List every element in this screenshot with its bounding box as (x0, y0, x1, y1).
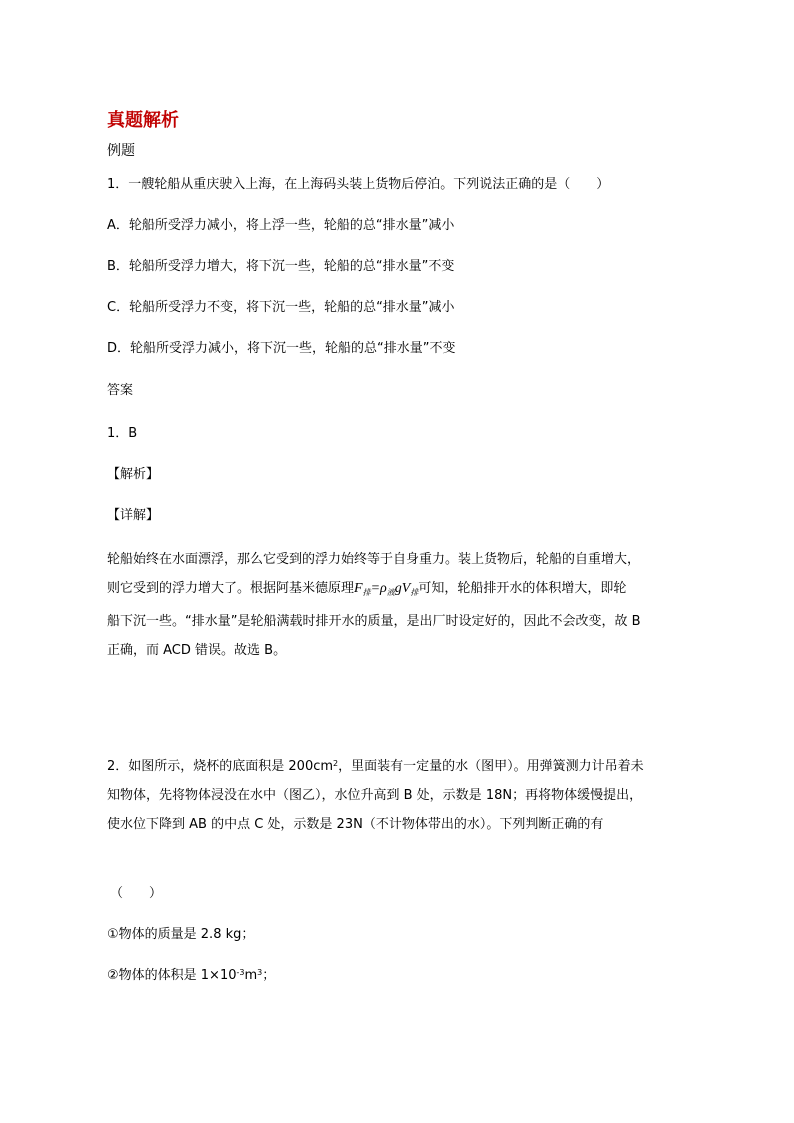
example-label: 例题 (107, 143, 135, 159)
question-2-exponent: -3 (236, 968, 245, 977)
explanation-paragraph (107, 545, 687, 665)
question-2-stem (107, 752, 687, 839)
question-2-item-1: ①物体的质量是 2.8 kg； (107, 927, 255, 942)
answer-value: 1．B (107, 426, 138, 441)
question-2-line-2: 知物体，先将物体浸没在水中（图乙），水位升高到 B 处，示数是 18N；再将物体缓慢提出， (107, 788, 643, 803)
question-2-blank: （ ） (110, 886, 163, 901)
archimedes-formula (354, 581, 418, 596)
formula-equals-rho: =ρ (370, 581, 387, 596)
explanation-line-2-end: 可知，轮船排开水的体积增大，即轮 (418, 581, 627, 596)
question-2-line-3: 使水位下降到 AB 的中点 C 处，示数是 23N（不计物体带出的水）。下列判断正确的有 (107, 817, 604, 832)
explanation-line-3: 船下沉一些。“排水量”是轮船满载时排开水的质量，是出厂时设定好的，因此不会改变，故 B (107, 614, 641, 629)
analysis-label: 【解析】 (107, 467, 160, 482)
question-2-item-2-start: ②物体的体积是 1×10 (107, 968, 237, 983)
explanation-line-4: 正确，而 ACD 错误。故选 B。 (107, 643, 287, 658)
question-2-item-2 (107, 967, 275, 985)
question-2-unit: m (244, 968, 258, 983)
question-2-line-1-start: 2．如图所示，烧杯的底面积是 200cm (107, 759, 334, 774)
explanation-line-1: 轮船始终在水面漂浮，那么它受到的浮力始终等于自身重力。装上货物后，轮船的自重增大， (107, 552, 641, 567)
formula-force: F (354, 581, 363, 596)
formula-volume-subscript: 排 (410, 588, 419, 597)
question-2-line-1-end: ，里面装有一定量的水（图甲）。用弹簧测力计吊着未 (338, 759, 644, 774)
question-2-area-superscript: 2 (333, 759, 339, 768)
section-heading: 真题解析 (107, 110, 179, 131)
formula-force-subscript: 排 (362, 588, 371, 597)
answer-label: 答案 (107, 383, 134, 398)
question-1-option-a: A．轮船所受浮力减小，将上浮一些，轮船的总“排水量”减小 (107, 218, 455, 233)
question-2-unit-exponent: 3 (257, 968, 263, 977)
formula-g-volume: gV (394, 581, 411, 596)
formula-rho-subscript: 液 (386, 588, 395, 597)
question-2-item-2-end: ； (262, 968, 276, 983)
question-1-option-c: C．轮船所受浮力不变，将下沉一些，轮船的总“排水量”减小 (107, 300, 455, 315)
explanation-line-2-start: 则它受到的浮力增大了。根据阿基米德原理 (107, 581, 355, 596)
question-1-option-b: B．轮船所受浮力增大，将下沉一些，轮船的总“排水量”不变 (107, 259, 455, 274)
question-1-stem: 1．一艘轮船从重庆驶入上海，在上海码头装上货物后停泊。下列说法正确的是（ ） (107, 177, 610, 192)
question-1-option-d: D．轮船所受浮力减小，将下沉一些，轮船的总“排水量”不变 (107, 341, 456, 356)
question-2-line-1 (107, 752, 687, 781)
explanation-line-2 (107, 574, 687, 607)
detail-label: 【详解】 (107, 508, 160, 523)
